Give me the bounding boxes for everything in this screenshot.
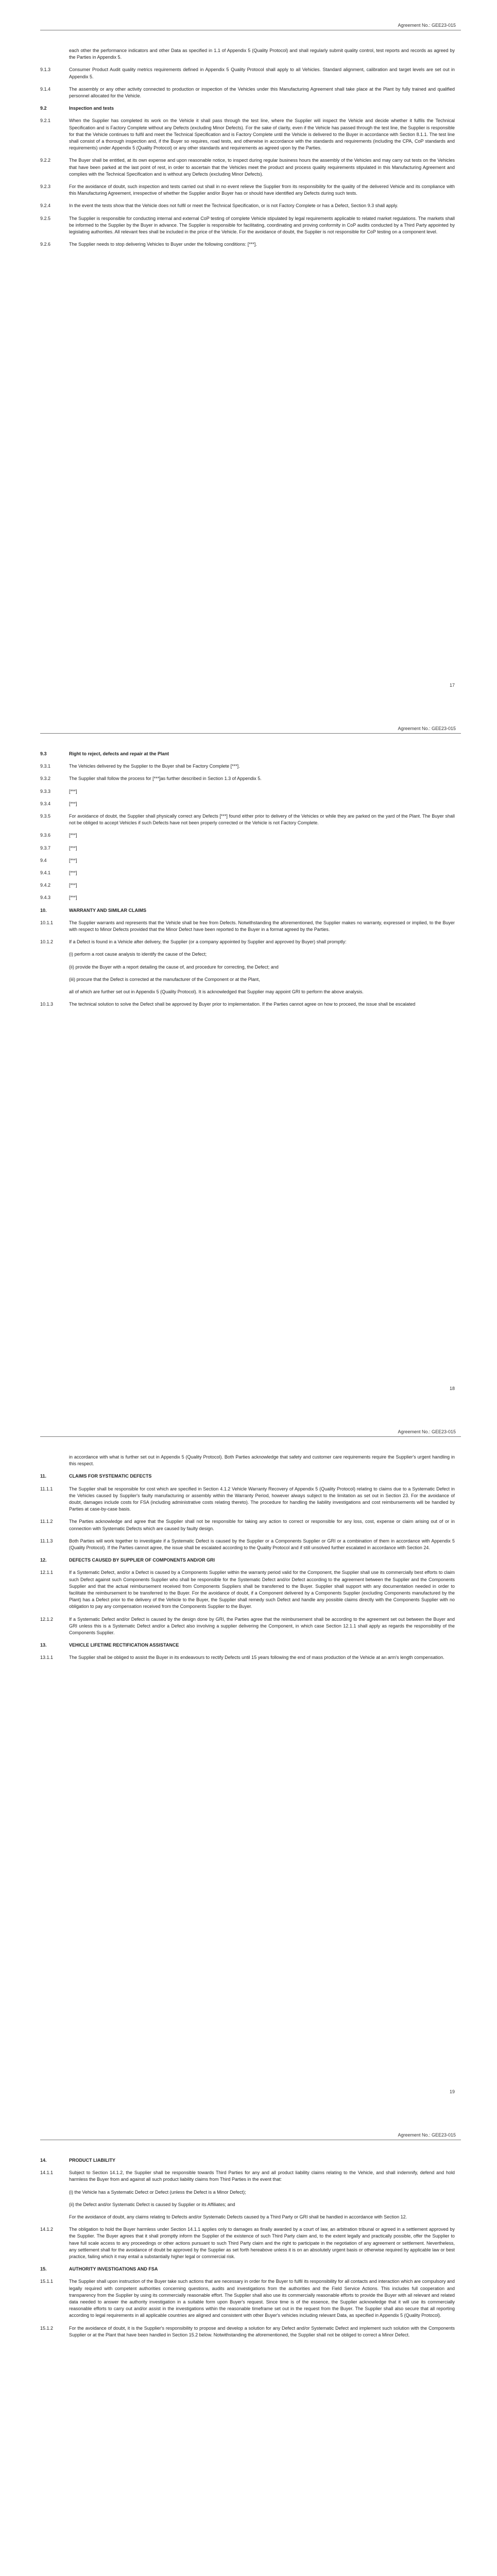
clause-text: When the Supplier has completed its work on the Vehicle it shall pass through the test line, where the Supplier will inspect the Vehicle and decide whether it fulfils the Technical Specification and is Factory Complete without any Defects (excluding Minor Defects). For the sake of clarity, even if the Vehicle has passed through the test line, the Supplier is responsible for that the Vehicle continues to fulfil and meet the Technical Specification and is Factory Complete until the Vehicle is delivered to the Buyer in accordance with Section 8.1.1. The test line shall consist of a thorough inspection and, if the Buyer so requires, road tests, and otherwise in accordance with the standards and requirements (including the CPA, CoP standards and requirements) under Appendix 5 (Quality Protocol) or any other standards and requirements as agreed upon by the Parties.	[69, 118, 455, 151]
document-page	[0, 2110, 497, 2576]
clause-number: 9.2.2	[40, 158, 51, 163]
clause	[40, 1538, 455, 1551]
clause-text: [***]	[69, 801, 77, 806]
clause-number: 9.3.2	[40, 776, 51, 782]
clause-number: 9.4	[40, 857, 47, 863]
heading-text: DEFECTS CAUSED BY SUPPLIER OF COMPONENTS AND/OR GRI	[69, 1557, 215, 1563]
clause-number: 15.1.2	[40, 2325, 54, 2331]
clause	[40, 894, 455, 901]
page-number: 17	[449, 683, 455, 688]
clause	[40, 1001, 455, 1008]
clause	[40, 183, 455, 197]
clause-text: The assembly or any other activity connected to production or inspection of the Vehicles under this Manufacturing Agreement shall take place at the Plant by fully trained and qualified personnel allocated for the Vehicle.	[69, 86, 455, 99]
clause-number: 9.2.4	[40, 203, 51, 209]
section-heading	[40, 2266, 455, 2273]
clause-number: 11.1.3	[40, 1538, 53, 1544]
section-heading	[40, 907, 455, 914]
paragraph: (ii) the Defect and/or Systematic Defect is caused by Supplier or its Affiliates; and	[69, 2201, 235, 2207]
clause-text: Both Parties will work together to investigate if a Systematic Defect is caused by the Supplier or a Components Supplier or GRI or a combination of them in accordance with Appendix 5 (Quality Protocol). If the Parties cannot agree, the issue shall be escalated according to the Quality Protocol and if still unsolved further escalated in accordance with Section 24.	[69, 1538, 455, 1551]
heading-text: CLAIMS FOR SYSTEMATIC DEFECTS	[69, 1473, 152, 1479]
clause-number: 13.1.1	[40, 1655, 54, 1660]
clause-text: The Supplier is responsible for conducting internal and external CoP testing of complete Vehicle stipulated by legal requirements applicable to related market regulations. The markets shall be informed to the Supplier by the Buyer in advance. The Supplier is responsible for facilitating, coordinating and proving conformity in CoP audits conducted by a Third Party appointed by legislating authorities. All relevant fees shall be included in the price of the Vehicle. For the avoidance of doubt, the Supplier is not responsible for CoP testing on a component level.	[69, 215, 455, 235]
clause-text: The Supplier shall upon instruction of the Buyer take such actions that are necessary in order for the Buyer to fulfil its responsibility for all contacts and interaction which are compulsory and legally required with competent authorities concerning questions, audits and investigations from the authorities and the Field Service Actions. This includes full cooperation and transparency from the Supplier by using its commercially reasonable effort. The Supplier shall also use its commercially reasonable efforts to provide the Buyer with all relevant and related data needed to answer the authority investigation in a suitable form upon Buyer's request. Since time is of the essence, the Supplier acknowledge that it will use its commercially reasonable efforts to carry out and/or assist in the investigations within the reasonable timeframe set out in the request from the Buyer. The Supplier shall also secure that all reporting according to legal requirements in all applicable countries are aligned and consistent with other Buyer's vehicles including relevant Data, as specified in Appendix 5 (Quality Protocol).	[69, 2279, 455, 2318]
clause	[40, 2278, 455, 2319]
paragraph: (ii) provide the Buyer with a report detailing the cause of, and procedure for correcting, the Defect; and	[69, 964, 279, 970]
clause	[40, 215, 455, 236]
clause-text: The obligation to hold the Buyer harmless under Section 14.1.1 applies only to damages as finally awarded by a court of law, an arbitration tribunal or agreed in a settlement approved by the Supplier. The Buyer agrees that it shall promptly inform the Supplier of the existence of such Third Party claim and, to the extent legally and practically possible, offer the Supplier to have full scale access to any proceedings or other actions pursuant to such Third Party claim and the right to participate in the negotiation of any agreement or settlement. Nevertheless, any settlement shall for the avoidance of doubt be approved by the Supplier as set forth hereabove unless it is on an absolutely urgent basis or otherwise required by applicable law or best practice, failing which it may entail a substantially higher legal or commercial risk.	[69, 2227, 455, 2260]
clause	[40, 801, 455, 807]
clause-text: If a Defect is found in a Vehicle after delivery, the Supplier (or a company appointed by Supplier and approved by Buyer) shall promptly:	[69, 939, 347, 945]
clause-text: The Supplier shall follow the process for [***]as further described in Section 1.3 of Appendix 5.	[69, 776, 262, 782]
paragraph: (i) perform a root cause analysis to identify the cause of the Defect;	[69, 952, 207, 957]
paragraph: each other the performance indicators and other Data as specified in 1.1 of Appendix 5 (Quality Protocol) and shall regularly submit quality control, test reports and records as agreed by the Parties in Appendix 5.	[69, 48, 455, 60]
document-page	[0, 703, 497, 1406]
clause-text: The Supplier needs to stop delivering Vehicles to Buyer under the following conditions: [***].	[69, 242, 257, 247]
clause-text: In the event the tests show that the Vehicle does not fulfil or meet the Technical Specification, or is not Factory Complete or has a Defect, Section 9.3 shall apply.	[69, 203, 399, 209]
clause-number: 9.4.2	[40, 883, 51, 888]
clause-text: If a Systematic Defect, and/or a Defect is caused by a Components Supplier within the warranty period valid for the Component, the Supplier shall use its commercially best efforts to claim such Defect against such Components Supplier who shall be responsible for the Systematic Defect and/or Defect according to the agreement between the Supplier and the Components Supplier and that the actual reimbursement received from Components Suppliers shall be transferred to the Buyer. Supplier shall support with any documentation needed in order to facilitate the reimbursement to be transferred to the Buyer. For the avoidance of doubt, if a Component delivered by a Components Supplier (excluding Components manufactured by the Plant) has a Defect prior to the delivery of the Vehicle to the Buyer, the Supplier shall remedy such Defect and handle any possible claims directly with the Components Supplier with no obligation to pay any compensation received from the Components Supplier to the Buyer.	[69, 1570, 455, 1609]
paragraph: For the avoidance of doubt, any claims relating to Defects and/or Systematic Defects caused by a Third Party or GRI shall be handled in accordance with Section 12.	[69, 2214, 407, 2220]
clause-number: 12.1.2	[40, 1616, 54, 1622]
clause-number: 9.3.7	[40, 845, 51, 851]
clause-text: For the avoidance of doubt, such inspection and tests carried out shall in no event relieve the Supplier from its responsibility for the quality of the delivered Vehicle and its compliance with this Manufacturing Agreement, irrespective of whether the Supplier and/or Buyer has or should have identified any Defects during such tests.	[69, 184, 455, 196]
clause	[40, 788, 455, 795]
clause	[40, 1654, 455, 1661]
clause	[40, 939, 455, 945]
clause	[40, 763, 455, 770]
clause-text: The Buyer shall be entitled, at its own expense and upon reasonable notice, to inspect during regular business hours the assembly of the Vehicles and may carry out tests on the Vehicles that have been parked at the last point of rest, in order to ascertain that the Vehicles meet the product and process quality requirements stipulated in this Manufacturing Agreement and complies with the Technical Specification and is without any Defects (excluding Minor Defects).	[69, 158, 455, 177]
clause	[40, 2170, 455, 2183]
clause	[40, 202, 455, 209]
clause	[40, 845, 455, 852]
clause	[40, 2226, 455, 2260]
page-content	[40, 47, 455, 253]
page-content	[40, 2157, 455, 2344]
heading-text: Inspection and tests	[69, 106, 114, 111]
clause-text: The technical solution to solve the Defect shall be approved by Buyer prior to implementation. If the Parties cannot agree on how to proceed, the issue shall be escalated	[69, 1002, 416, 1007]
document-page	[0, 1406, 497, 2110]
clause-number: 10.1.3	[40, 1002, 54, 1007]
clause-text: The Vehicles delivered by the Supplier to the Buyer shall be Factory Complete [***].	[69, 764, 240, 769]
clause	[40, 157, 455, 178]
clause	[40, 86, 455, 99]
paragraph: (iii) procure that the Defect is corrected at the manufacturer of the Component or at the Plant,	[69, 976, 260, 982]
page-content	[40, 751, 455, 1013]
section-heading	[40, 105, 455, 112]
page-number: 18	[449, 1386, 455, 1391]
clause-text: Consumer Product Audit quality metrics requirements defined in Appendix 5 Quality Protocol shall apply to all Vehicles. Standard alignment, calibration and target levels are set out in Appendix 5.	[69, 67, 455, 79]
heading-text: Right to reject, defects and repair at the Plant	[69, 751, 169, 756]
clause	[40, 2325, 455, 2338]
clause-number: 10.1.1	[40, 920, 54, 925]
clause-number: 10.	[40, 907, 47, 913]
clause-text: [***]	[69, 883, 77, 888]
clause-number: 14.1.2	[40, 2227, 54, 2232]
clause-text: [***]	[69, 788, 77, 794]
document-page	[0, 0, 497, 703]
clause-text: The Supplier shall be obliged to assist the Buyer in its endeavours to rectify Defects until 15 years following the end of mass production of the Vehicle at an arm's length compensation.	[69, 1655, 444, 1660]
clause-text: For avoidance of doubt, the Supplier shall physically correct any Defects [***] found either prior to delivery of the Vehicles or while they are parked on the yard of the Plant. The Buyer shall not be obliged to accept Vehicles if such Defects have not been properly corrected or the Vehicle is not Factory Complete.	[69, 814, 455, 826]
clause-text: [***]	[69, 857, 77, 863]
header-divider	[40, 733, 461, 734]
section-heading	[40, 1557, 455, 1564]
section-heading	[40, 1473, 455, 1480]
clause-number: 9.3.5	[40, 814, 51, 819]
clause	[40, 1518, 455, 1532]
clause-number: 9.2	[40, 106, 47, 111]
clause-text: The Parties acknowledge and agree that the Supplier shall not be responsible for taking any action to correct or responsible for any loss, cost, expense or claim arising out of or in connection with Systematic Defects which are caused by faulty design.	[69, 1519, 455, 1531]
clause-number: 11.	[40, 1473, 47, 1479]
paragraph: all of which are further set out in Appendix 5 (Quality Protocol). It is acknowledged that Supplier may appoint GRI to perform the above analysis.	[69, 989, 364, 995]
section-heading	[40, 751, 455, 757]
page-number: 19	[449, 2089, 455, 2094]
paragraph: in accordance with what is further set out in Appendix 5 (Quality Protocol). Both Parties acknowledge that safety and customer care requirements require the Supplier's urgent handling in this respect.	[69, 1454, 455, 1467]
clause-number: 9.3.3	[40, 788, 51, 794]
clause	[40, 813, 455, 826]
paragraph: (i) the Vehicle has a Systematic Defect or Defect (unless the Defect is a Minor Defect);	[69, 2189, 246, 2195]
clause	[40, 870, 455, 876]
page-header-agreement-number: Agreement No.: GEE23-015	[398, 2132, 456, 2138]
page-header-agreement-number: Agreement No.: GEE23-015	[398, 23, 456, 28]
clause-number: 9.3.4	[40, 801, 51, 806]
clause-number: 9.4.3	[40, 895, 51, 901]
clause-number: 9.2.5	[40, 215, 51, 221]
clause-number: 10.1.2	[40, 939, 54, 945]
section-heading	[40, 2157, 455, 2164]
heading-text: VEHICLE LIFETIME RECTIFICATION ASSISTANCE	[69, 1642, 179, 1648]
clause-text: [***]	[69, 845, 77, 851]
clause-text: The Supplier warrants and represents that the Vehicle shall be free from Defects. Notwithstanding the aforementioned, the Supplier makes no warranty, expressed or implied, to the Buyer with respect to Minor Defects provided that the Minor Defect have been reported to the Buyer in a format agreed by the Parties.	[69, 920, 455, 933]
clause-text: Subject to Section 14.1.2, the Supplier shall be responsible towards Third Parties for any and all product liability claims relating to the Vehicle, and shall indemnify, defend and hold harmless the Buyer from and against all such product liability claims from Third Parties in the event that:	[69, 2170, 455, 2182]
clause-number: 9.4.1	[40, 870, 51, 876]
clause-text: For the avoidance of doubt, it is the Supplier's responsibility to propose and develop a solution for any Defect and/or Systematic Defect and implement such solution with the Components Supplier or at the Plant that have been handled in Section 15.2 below. Notwithstanding the aforementioned, the Supplier shall not be obliged to correct a Minor Defect.	[69, 2325, 455, 2337]
section-heading	[40, 1642, 455, 1649]
clause	[40, 882, 455, 889]
clause-number: 9.3.1	[40, 764, 51, 769]
heading-text: AUTHORITY INVESTIGATIONS AND FSA	[69, 2266, 158, 2272]
clause-number: 14.1.1	[40, 2170, 54, 2176]
clause-text: [***]	[69, 870, 77, 876]
clause-text: The Supplier shall be responsible for cost which are specified in Section 4.1.2 Vehicle Warranty Recovery of Appendix 5 (Quality Protocol) relating to claims due to a Systematic Defect in the Vehicles caused by Supplier's faulty manufacturing or assembly within the Warranty Period, however always subject to the limitation as set out in Section 23. For the avoidance of doubt, damages include costs for FSA (including administrative costs relating thereto). The procedure for handling the liability investigations and cost reimbursements will be handled by Parties at case-by-case basis.	[69, 1486, 455, 1512]
clause-number: 9.2.3	[40, 184, 51, 190]
clause	[40, 857, 455, 864]
clause	[40, 832, 455, 839]
clause-number: 9.3.6	[40, 833, 51, 838]
clause-text: If a Systematic Defect and/or Defect is caused by the design done by GRI, the Parties agree that the reimbursement shall be according to the agreement set out between the Buyer and GRI unless this is a Systematic Defect and/or a Defect also involving a supplier delivering the Component, in which case Section 12.1.1 shall apply as regards the responsibility of the Components Supplier.	[69, 1616, 455, 1636]
page-content	[40, 1454, 455, 1667]
clause-number: 9.2.6	[40, 242, 51, 247]
clause-number: 9.2.1	[40, 118, 51, 124]
clause-number: 14.	[40, 2158, 47, 2163]
clause-number: 9.1.3	[40, 67, 51, 73]
clause-number: 11.1.1	[40, 1486, 53, 1492]
header-divider	[40, 1436, 461, 1437]
page-header-agreement-number: Agreement No.: GEE23-015	[398, 1429, 456, 1434]
clause-number: 15.	[40, 2266, 47, 2272]
clause-number: 12.1.1	[40, 1570, 54, 1575]
clause-text: [***]	[69, 833, 77, 838]
heading-text: WARRANTY AND SIMILAR CLAIMS	[69, 907, 146, 913]
clause-number: 12.	[40, 1557, 47, 1563]
clause-number: 9.3	[40, 751, 47, 756]
clause-number: 9.1.4	[40, 86, 51, 92]
clause-number: 11.1.2	[40, 1519, 53, 1524]
clause	[40, 775, 455, 782]
page-header-agreement-number: Agreement No.: GEE23-015	[398, 726, 456, 731]
clause	[40, 117, 455, 151]
heading-text: PRODUCT LIABILITY	[69, 2158, 115, 2163]
clause	[40, 241, 455, 248]
clause	[40, 1486, 455, 1513]
clause	[40, 920, 455, 933]
clause-number: 15.1.1	[40, 2279, 54, 2284]
clause	[40, 1616, 455, 1637]
clause	[40, 66, 455, 80]
clause-number: 13.	[40, 1642, 47, 1648]
clause-text: [***]	[69, 895, 77, 901]
clause	[40, 1569, 455, 1610]
